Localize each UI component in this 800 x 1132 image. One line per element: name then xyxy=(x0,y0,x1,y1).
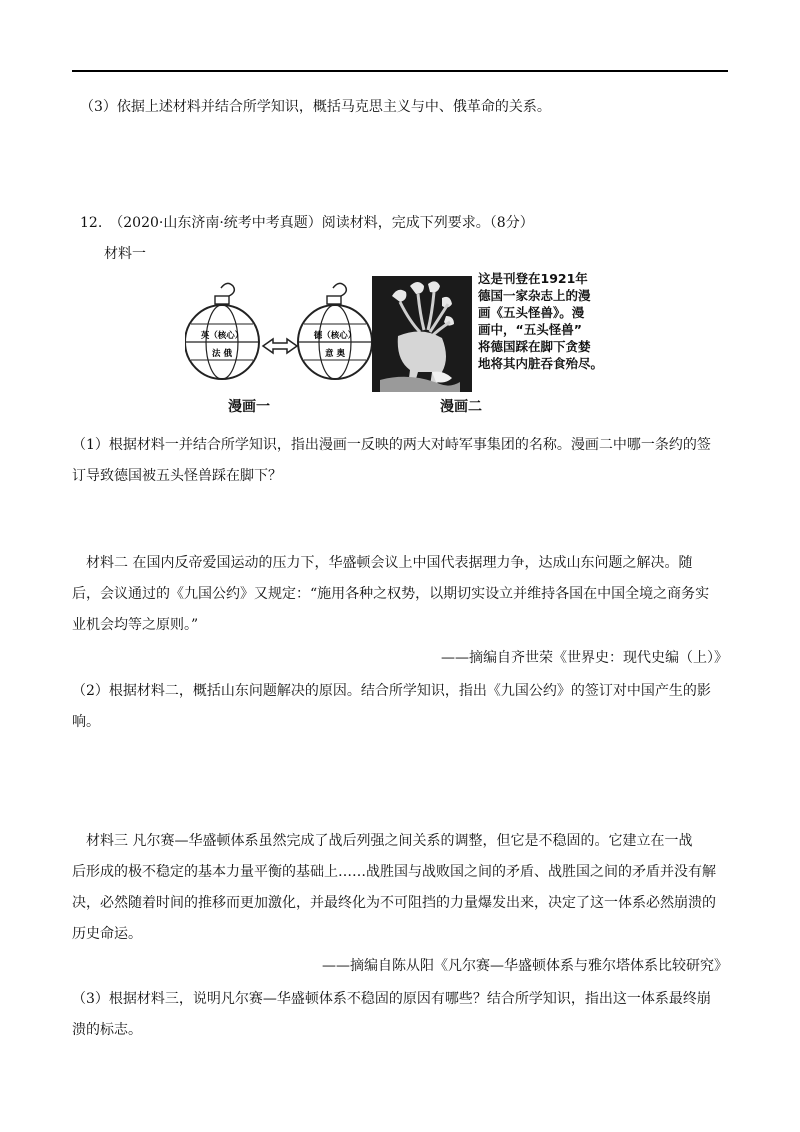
material3-line-3: 决，必然随着时间的推移而更加激化，并最终化为不可阻挡的力量爆发出来，决定了这一体系必然崩溃的 xyxy=(72,895,716,911)
cartoon2-line-4: 画中，“五头怪兽” xyxy=(478,322,582,337)
question-3-line-2: 溃的标志。 xyxy=(72,1022,142,1038)
question-1-line-1: （1）根据材料一并结合所学知识，指出漫画一反映的两大对峙军事集团的名称。漫画二中哪一条约的签 xyxy=(72,437,711,453)
material2 xyxy=(72,548,728,641)
header-rule xyxy=(72,70,728,72)
material1-label: 材料一 xyxy=(104,246,146,262)
question-2-line-1: （2）根据材料二，概括山东问题解决的原因。结合所学知识，指出《九国公约》的签订对中国产生的影 xyxy=(72,683,711,699)
material3 xyxy=(72,826,728,950)
material3-line-2: 后形成的极不稳定的基本力量平衡的基础上……战胜国与战败国之间的矛盾、战胜国之间的矛盾并没有解 xyxy=(72,864,716,880)
bloc-left-bottom: 法 俄 xyxy=(212,349,232,359)
part3-question: （3）依据上述材料并结合所学知识，概括马克思主义与中、俄革命的关系。 xyxy=(80,99,551,115)
cartoon1-figure xyxy=(185,278,375,390)
cartoon2-line-6: 地将其内脏吞食殆尽。 xyxy=(478,356,604,371)
material2-source: ——摘编自齐世荣《世界史：现代史编（上）》 xyxy=(441,650,728,666)
double-arrow-icon xyxy=(263,339,297,353)
cartoon2-caption: 漫画二 xyxy=(440,399,482,415)
cartoon1-caption: 漫画一 xyxy=(228,399,270,415)
question-1 xyxy=(72,430,728,492)
material2-line-2: 后，会议通过的《九国公约》又规定：“施用各种之权势，以期切实设立并维持各国在中国全境之商务实 xyxy=(72,586,710,602)
cartoon2-line-1: 这是刊登在1921年 xyxy=(478,271,588,286)
bloc-right-top: 德（核心） xyxy=(313,331,357,341)
question-1-line-2: 订导致德国被五头怪兽踩在脚下？ xyxy=(72,468,282,484)
question-2 xyxy=(72,676,728,738)
cartoon2-line-2: 德国一家杂志上的漫 xyxy=(478,288,591,303)
material3-line-4: 历史命运。 xyxy=(72,926,142,942)
bloc-right-bottom: 意 奥 xyxy=(325,349,345,359)
question-12-header: 12. （2020·山东济南·统考中考真题）阅读材料，完成下列要求。（8分） xyxy=(80,215,534,231)
cartoon2-description xyxy=(478,270,618,372)
question-2-line-2: 响。 xyxy=(72,714,100,730)
material2-line-1: 材料二 在国内反帝爱国运动的压力下，华盛顿会议上中国代表据理力争，达成山东问题之解决。随 xyxy=(72,555,693,571)
five-headed-monster-image xyxy=(372,276,472,392)
cartoon2-line-5: 将德国踩在脚下贪婪 xyxy=(478,339,591,354)
material3-line-1: 材料三 凡尔赛—华盛顿体系虽然完成了战后列强之间关系的调整，但它是不稳固的。它建立在一战 xyxy=(72,833,693,849)
material3-source: ——摘编自陈从阳《凡尔赛—华盛顿体系与雅尔塔体系比较研究》 xyxy=(322,958,728,974)
bloc-left-top: 英（核心） xyxy=(200,331,244,341)
material2-line-3: 业机会均等之原则。” xyxy=(72,617,199,633)
question-3 xyxy=(72,984,728,1046)
question-3-line-1: （3）根据材料三，说明凡尔赛—华盛顿体系不稳固的原因有哪些？结合所学知识，指出这一体系最终崩 xyxy=(72,991,711,1007)
cartoon2-line-3: 画《五头怪兽》。漫 xyxy=(478,305,585,320)
